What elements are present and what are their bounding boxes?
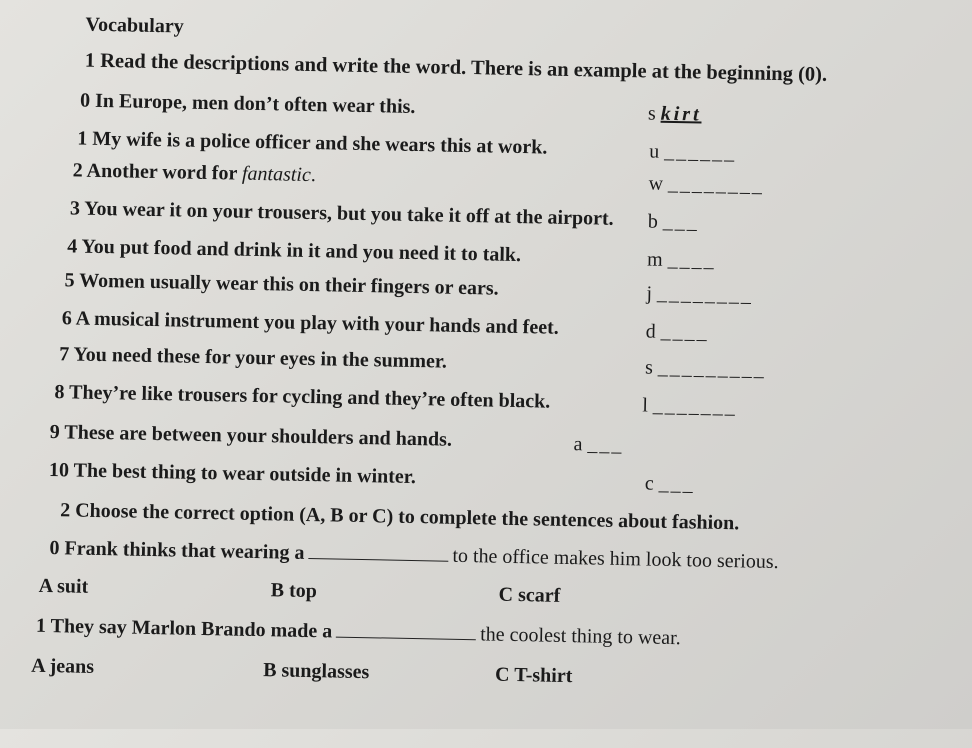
option-a[interactable]: A suit [38, 574, 89, 598]
option-c[interactable]: C scarf [498, 583, 561, 607]
question-1: 1 They say Marlon Brando made a the coolest thing to wear. [35, 614, 681, 650]
description-item: 2 Another word for fantastic. [72, 159, 317, 187]
answer-field[interactable]: m ____ [646, 248, 716, 272]
answer-field[interactable]: u ______ [649, 140, 737, 165]
description-item: 3 You wear it on your trousers, but you take it off at the airport. [69, 197, 614, 230]
option-b[interactable]: B top [270, 579, 318, 603]
answer-field[interactable]: s _________ [644, 356, 767, 381]
description-item: 8 They’re like trousers for cycling and they’re often black. [54, 381, 551, 413]
answer-field[interactable]: l _______ [642, 394, 738, 419]
description-item: 5 Women usually wear this on their fingers or ears. [64, 269, 499, 300]
option-a[interactable]: A jeans [31, 654, 95, 678]
option-c[interactable]: C T-shirt [494, 663, 573, 688]
answer-field[interactable]: a ___ [573, 433, 624, 457]
answer-field[interactable]: b ___ [647, 210, 700, 234]
option-b[interactable]: B sunglasses [262, 659, 370, 684]
description-item: 4 You put food and drink in it and you need it to talk. [67, 235, 522, 267]
description-item: 10 The best thing to wear outside in winter. [48, 459, 417, 489]
answer-field[interactable]: c ___ [644, 472, 695, 496]
answer-field[interactable]: j ________ [646, 282, 754, 307]
exercise-1-instruction: 1 Read the descriptions and write the word. There is an example at the beginning (0). [84, 49, 828, 86]
answer-field[interactable]: d ____ [645, 320, 709, 344]
description-item: 7 You need these for your eyes in the summer. [58, 343, 448, 373]
description-item: 9 These are between your shoulders and hands. [49, 421, 453, 451]
description-item: 1 My wife is a police officer and she wears this at work. [77, 127, 548, 159]
description-item: 6 A musical instrument you play with your hands and feet. [61, 307, 559, 339]
question-0: 0 Frank thinks that wearing a to the office makes him look too serious. [49, 537, 779, 574]
answer-gap[interactable] [336, 621, 476, 641]
description-item: 0 In Europe, men don’t often wear this. [79, 89, 416, 118]
answer-gap[interactable] [308, 542, 448, 562]
answer-field[interactable]: w ________ [648, 172, 765, 197]
answer-field[interactable]: s kirt [647, 102, 702, 126]
section-heading: Vocabulary [85, 13, 184, 38]
exercise-2-instruction: 2 Choose the correct option (A, B or C) to complete the sentences about fashion. [60, 499, 740, 535]
